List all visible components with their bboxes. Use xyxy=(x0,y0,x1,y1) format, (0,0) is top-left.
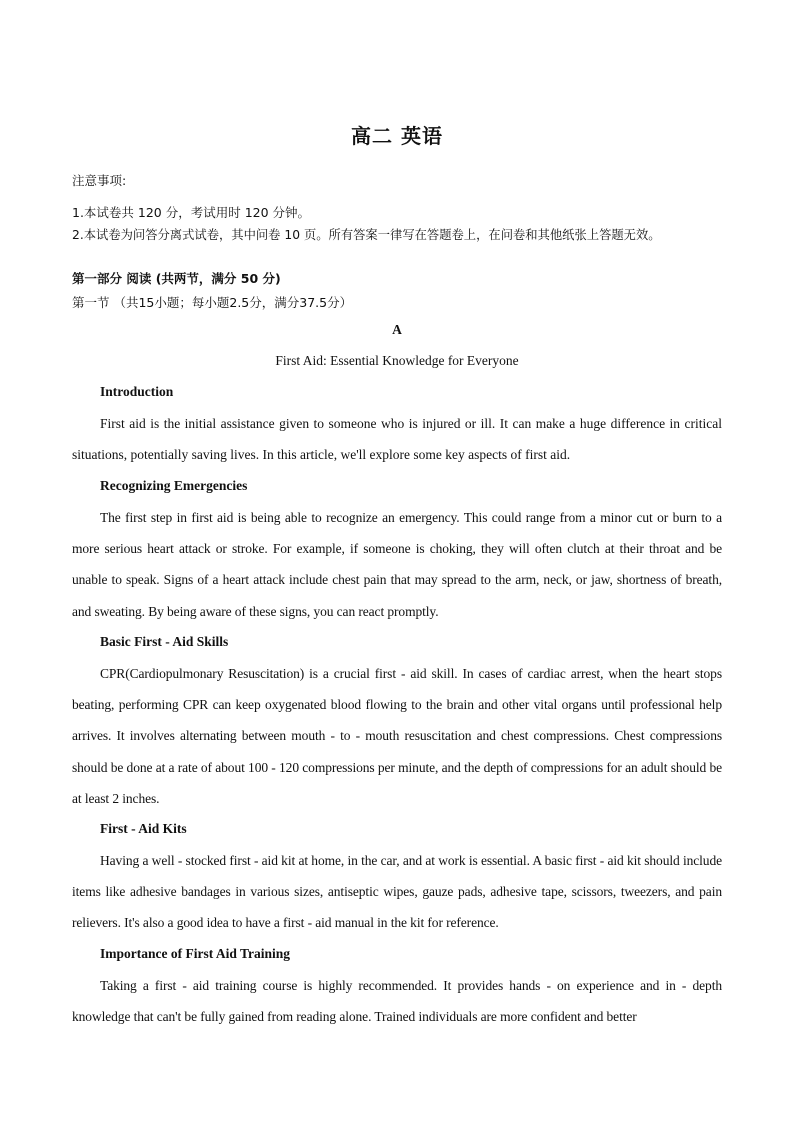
paragraph-basic-skills xyxy=(72,658,722,814)
paragraph-introduction xyxy=(72,408,722,470)
heading-first-aid-kits: First - Aid Kits xyxy=(100,821,187,836)
notice-item-1: 1.本试卷共 120 分，考试用时 120 分钟。 xyxy=(72,205,311,220)
paragraph-text: Having a well - stocked first - aid kit at home, in the car, and at work is essential. A basic first - aid kit should include items like adhesive bandages in various sizes, antiseptic wipes, gauze pads, adhesive tape, scissors, tweezers, and pain relievers. It's also a good idea to have a first - aid manual in the kit for reference. xyxy=(72,853,722,931)
paragraph-text: CPR(Cardiopulmonary Resuscitation) is a crucial first - aid skill. In cases of cardiac arrest, when the heart stops beating, performing CPR can keep oxygenated blood flowing to the brain and other vital organs until professional help arrives. It involves alternating between mouth - to - mouth resuscitation and chest compressions. Chest compressions should be done at a rate of about 100 - 120 compressions per minute, and the depth of compressions for an adult should be at least 2 inches. xyxy=(72,666,722,806)
paragraph-recognizing-emergencies xyxy=(72,502,722,627)
paragraph-first-aid-kits xyxy=(72,845,722,939)
heading-recognizing-emergencies: Recognizing Emergencies xyxy=(100,478,248,493)
section-heading: 第一节 （共15小题；每小题2.5分，满分37.5分） xyxy=(72,295,353,310)
heading-training: Importance of First Aid Training xyxy=(100,946,291,961)
part-heading: 第一部分 阅读 (共两节，满分 50 分) xyxy=(72,271,281,286)
paragraph-text: The first step in first aid is being able to recognize an emergency. This could range from a minor cut or burn to a more serious heart attack or stroke. For example, if someone is choking, they will often clutch at their throat and be unable to speak. Signs of a heart attack include chest pain that may spread to the arm, neck, or jaw, shortness of breath, and sweating. By being aware of these signs, you can react promptly. xyxy=(72,510,722,619)
notice-item-2: 2.本试卷为问答分离式试卷，其中问卷 10 页。所有答案一律写在答题卷上，在问卷和其他纸张上答题无效。 xyxy=(72,228,661,242)
heading-basic-skills: Basic First - Aid Skills xyxy=(100,634,229,649)
heading-introduction: Introduction xyxy=(100,384,174,399)
page-title: 高二 英语 xyxy=(351,124,443,148)
passage-title: First Aid: Essential Knowledge for Everyone xyxy=(275,353,519,368)
paragraph-text: Taking a first - aid training course is highly recommended. It provides hands - on experience and in - depth knowledge that can't be fully gained from reading alone. Trained individuals are more confident and better xyxy=(72,978,722,1025)
paragraph-training xyxy=(72,970,722,1032)
passage-letter: A xyxy=(392,322,402,337)
paragraph-text: First aid is the initial assistance given to someone who is injured or ill. It can make a huge difference in critical situations, potentially saving lives. In this article, we'll explore some key aspects of first aid. xyxy=(72,416,722,463)
notice-heading: 注意事项: xyxy=(72,173,127,188)
